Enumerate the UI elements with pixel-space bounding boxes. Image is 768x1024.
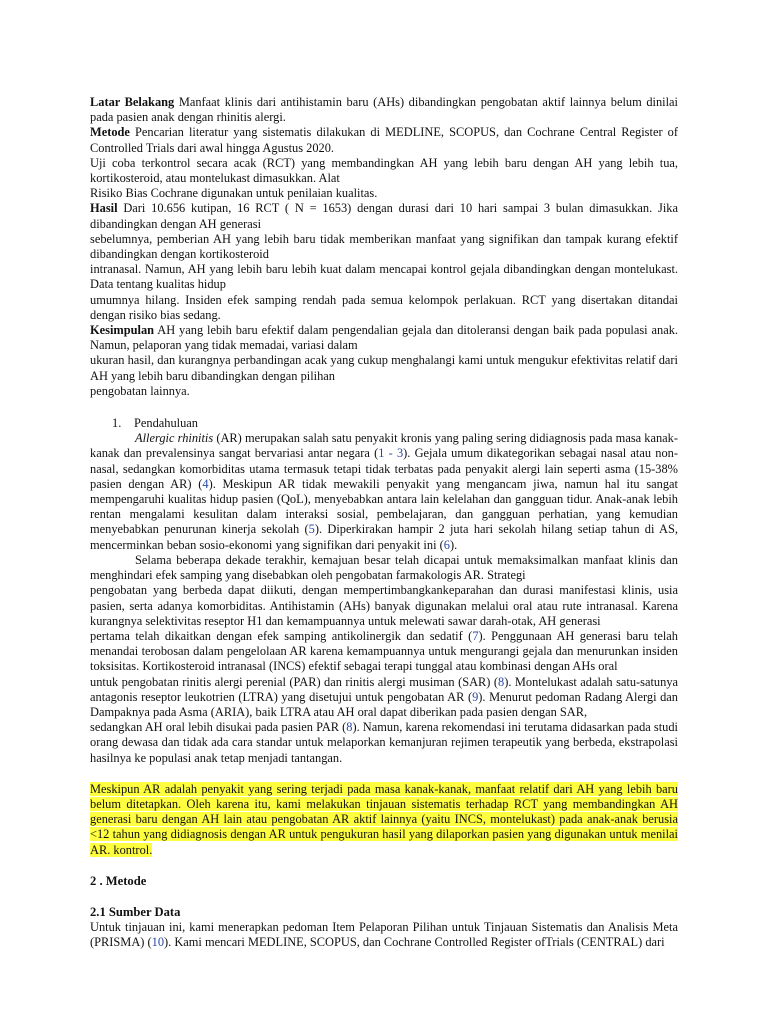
intro2-text-b: ). Penggunaan AH generasi baru telah menandai terobosan dalam pengelolaan AR karena kemampuannya untuk mengurangi gejala dan menurunkan insiden toksisitas. Kortikosteroid intranasal (INCS) efektif sebagai terapi tunggal atau kombinasi dengan AHs oral (90, 628, 678, 674)
intro-text-e: ). (449, 537, 458, 552)
intro-paragraph-1 (90, 431, 678, 553)
citation-link-8b[interactable]: 8 (346, 720, 353, 735)
intro-text-c: ). Meskipun AR tidak mewakili penyakit yang mengancam jiwa, namun hal itu sangat mempengaruhi kualitas hidup pasien (QoL), menyebabkan antara lain kelelahan dan gangguan tidur. Anak-anak lebih rentan mengalami kesulitan dalam interaksi sosial, pembelajaran, dan gangguan perhatian, yang kemudian menyebabkan penurunan kinerja sekolah ( (90, 476, 678, 537)
highlighted-text: Meskipun AR adalah penyakit yang sering terjadi pada masa kanak-kanak, manfaat relatif dari AH yang lebih baru belum ditetapkan. Oleh karena itu, kami melakukan tinjauan sistematis terhadap RCT yang membandingkan AH generasi baru dengan AH lain atau pengobatan AR aktif lainnya (yaitu INCS, montelukast) pada anak-anak berusia <12 tahun yang didiagnosis dengan AR untuk pengukuran hasil yang dilaporkan pasien yang digunakan untuk menilai AR. kontrol. (90, 781, 678, 857)
citation-link-9[interactable]: 9 (472, 689, 479, 704)
results-text: Dari 10.656 kutipan, 16 RCT ( N = 1653) dengan durasi dari 10 hari sampai 3 bulan dimasukkan. Jika dibandingkan dengan AH generasi (90, 201, 678, 231)
methods-text: Pencarian literatur yang sistematis dilakukan di MEDLINE, SCOPUS, dan Cochrane Central Register of Controlled Trials dari awal hingga Agustus 2020. (90, 125, 678, 155)
citation-link-1-3[interactable]: 1 - 3 (378, 446, 404, 461)
citation-link-5[interactable]: 5 (308, 522, 315, 537)
data-sources-paragraph (90, 920, 678, 950)
section-1-heading (112, 416, 678, 431)
data-sources-text-a: Untuk tinjauan ini, kami menerapkan pedoman Item Pelaporan Pilihan untuk Tinjauan Sistematis dan Analisis Meta (PRISMA) ( (90, 920, 678, 950)
abstract-results-2: sebelumnya, pemberian AH yang lebih baru tidak memberikan manfaat yang signifikan dan tampak kurang efektif dibandingkan dengan kortikosteroid (90, 231, 678, 262)
abstract-results-4: umumnya hilang. Insiden efek samping rendah pada semua kelompok perlakuan. RCT yang disertakan ditandai dengan risiko bias sedang. (90, 292, 678, 322)
spacer (90, 766, 678, 782)
intro2-text-d: ). Montelukast adalah satu-satunya antagonis reseptor leukotrien (LTRA) yang disetujui untuk pengobatan AR ( (90, 674, 679, 704)
intro-paragraph-2d (90, 675, 678, 721)
methods-label: Metode (90, 125, 130, 140)
citation-link-7[interactable]: 7 (472, 628, 479, 643)
intro-text-d: ). Diperkirakan hampir 2 juta hari sekolah hilang setiap tahun di AS, mencerminkan beban sosio-ekonomi yang signifikan dari penyakit ini ( (90, 522, 678, 552)
background-text: Manfaat klinis dari antihistamin baru (AHs) dibandingkan pengobatan aktif lainnya belum dinilai pada pasien anak dengan rhinitis alergi. (90, 95, 678, 125)
intro2-text-f: sedangkan AH oral lebih disukai pada pasien PAR ( (90, 720, 347, 735)
results-label: Hasil (90, 201, 118, 216)
intro-text-a: (AR) merupakan salah satu penyakit kronis yang paling sering didiagnosis pada masa kanak-kanak dan prevalensinya sangat bervariasi antar negara ( (90, 431, 678, 461)
section-2-1-heading: 2.1 Sumber Data (90, 904, 181, 919)
abstract-conclusion-3: pengobatan lainnya. (90, 383, 190, 398)
abstract-methods-3: Risiko Bias Cochrane digunakan untuk penilaian kualitas. (90, 186, 378, 201)
intro-paragraph-2b: pengobatan yang berbeda dapat diikuti, dengan mempertimbangkankeparahan dan durasi manifestasi klinis, usia pasien, serta adanya komorbiditas. Antihistamin (AHs) banyak digunakan melalui oral atau rute intranasal. Karena kurangnya selektivitas reseptor H1 dan kemampuannya untuk melewati sawar darah-otak, AH generasi (90, 583, 678, 628)
allergic-rhinitis-term: Allergic rhinitis (135, 431, 214, 446)
abstract-background (90, 95, 678, 125)
citation-link-10[interactable]: 10 (151, 935, 165, 950)
abstract-results-3: intranasal. Namun, AH yang lebih baru lebih kuat dalam mencapai kontrol gejala dibandingkan dengan montelukast. Data tentang kualitas hidup (90, 262, 678, 292)
intro2-text-a: pertama telah dikaitkan dengan efek samping antikolinergik dan sedatif ( (90, 628, 473, 643)
section-1-title: Pendahuluan (134, 416, 199, 431)
section-1-number: 1. (112, 416, 122, 431)
abstract-results (90, 201, 678, 231)
abstract-conclusion-2: ukuran hasil, dan kurangnya perbandingan acak yang cukup menghalangi kami untuk mengukur efektivitas relatif dari AH yang lebih baru dibandingkan dengan pilihan (90, 353, 678, 383)
intro2-text-e: ). Menurut pedoman Radang Alergi dan Dampaknya pada Asma (ARIA), baik LTRA atau AH oral dapat diberikan pada pasien dengan SAR, (90, 689, 678, 719)
citation-link-6[interactable]: 6 (443, 537, 450, 552)
intro-paragraph-2: Selama beberapa dekade terakhir, kemajuan besar telah dicapai untuk memaksimalkan manfaat klinis dan menghindari efek samping yang disebabkan oleh pengobatan farmakologis AR. Strategi (90, 552, 678, 583)
highlighted-paragraph (90, 782, 678, 858)
intro-paragraph-2e (90, 720, 678, 766)
document-body (90, 95, 678, 951)
intro-text-b: ). Gejala umum dikategorikan sebagai nasal atau non-nasal, sedangkan komorbiditas utama termasuk tetapi tidak terbatas pada penyakit alergi lain seperti asma (15-38% pasien dengan AR) ( (90, 446, 678, 491)
spacer (90, 889, 678, 905)
intro-paragraph-2c (90, 629, 678, 675)
citation-link-8[interactable]: 8 (498, 674, 505, 689)
background-label: Latar Belakang (90, 95, 175, 109)
abstract-methods-2: Uji coba terkontrol secara acak (RCT) yang membandingkan AH yang lebih baru dengan AH yang lebih tua, kortikosteroid, atau montelukast dimasukkan. Alat (90, 155, 678, 186)
spacer (90, 858, 678, 874)
intro2-text-c: untuk pengobatan rinitis alergi perenial (PAR) dan rinitis alergi musiman (SAR) ( (90, 674, 499, 689)
conclusion-text: AH yang lebih baru efektif dalam pengendalian gejala dan ditoleransi dengan baik pada populasi anak. Namun, pelaporan yang tidak memadai, variasi dalam (90, 323, 678, 353)
intro2-text-g: ). Namun, karena rekomendasi ini terutama didasarkan pada studi orang dewasa dan tidak ada cara standar untuk melaporkan kemanjuran rejimen terapeutik yang berbeda, ekstrapolasi hasilnya ke populasi anak tetap menjadi tantangan. (90, 720, 678, 765)
section-2-heading: 2 . Metode (90, 873, 147, 888)
conclusion-label: Kesimpulan (90, 323, 155, 338)
abstract-methods (90, 125, 678, 155)
citation-link-4[interactable]: 4 (202, 476, 209, 491)
abstract-conclusion (90, 323, 678, 353)
data-sources-text-b: ). Kami mencari MEDLINE, SCOPUS, dan Cochrane Controlled Register ofTrials (CENTRAL) dari (164, 935, 665, 950)
